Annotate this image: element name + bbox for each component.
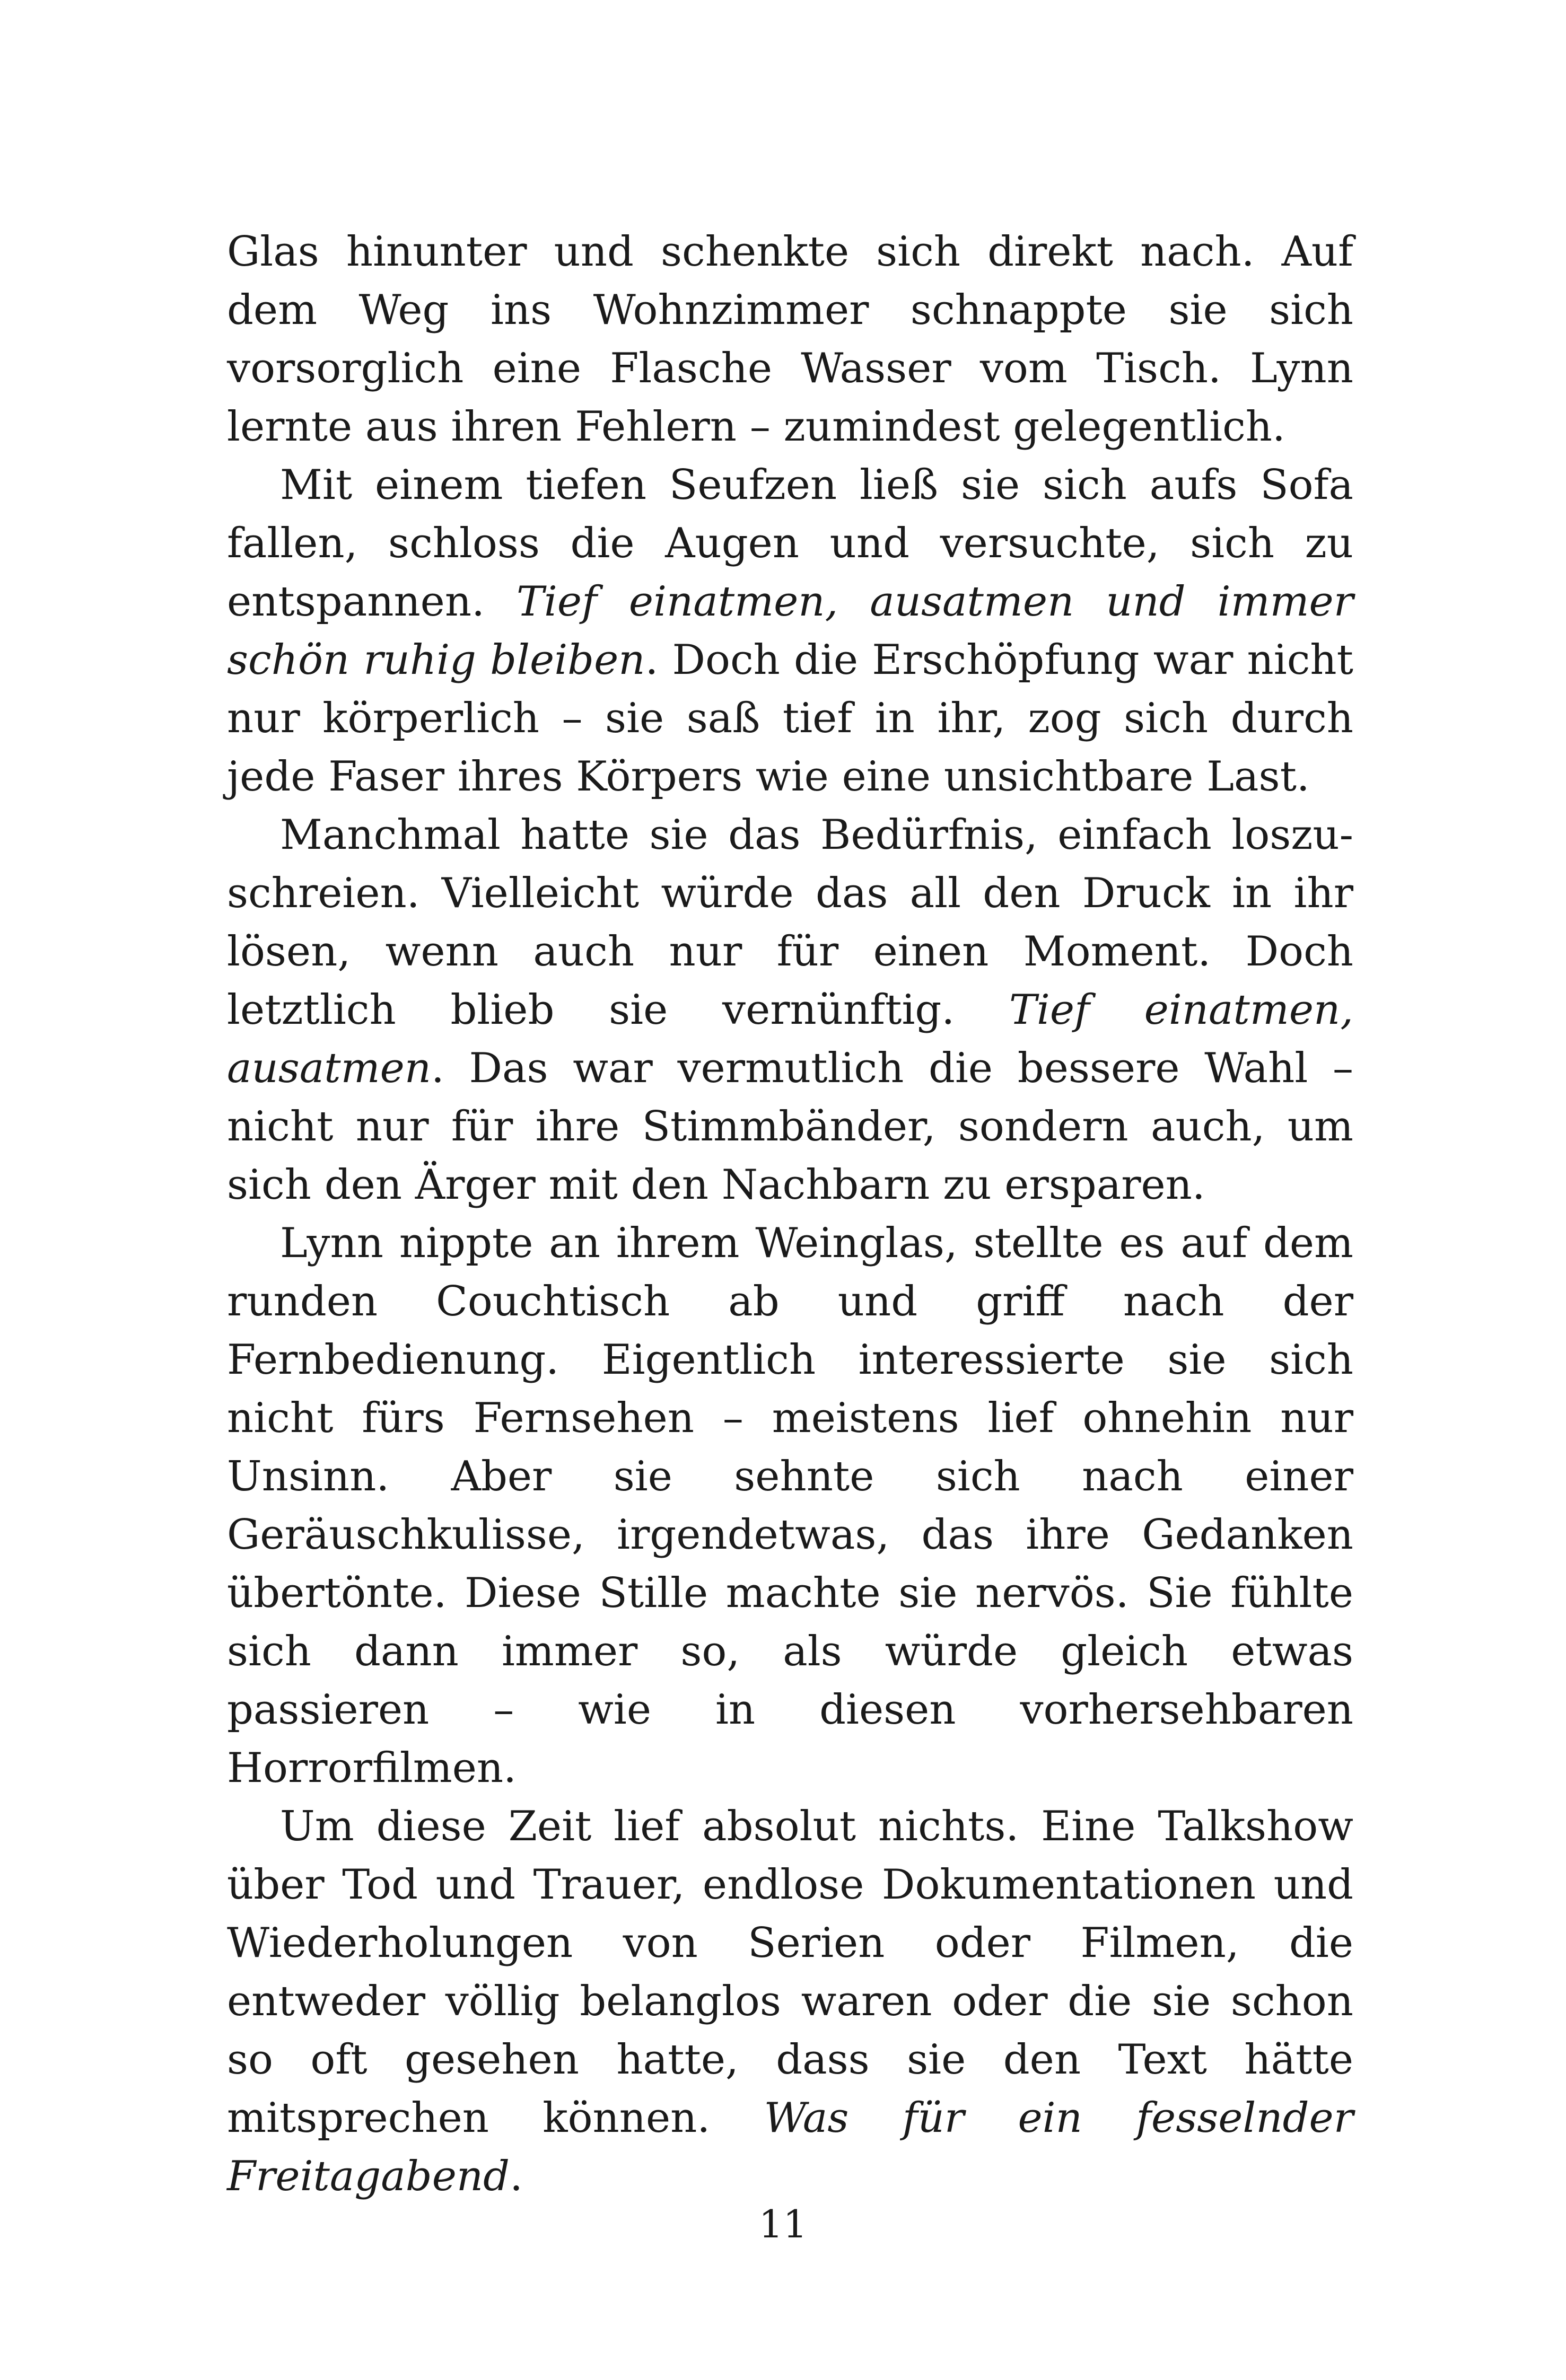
paragraph-4-segment-1: Lynn nippte an ihrem Weinglas, stellte es auf dem runden Couchtisch ab und griff nach der Fernbedienung. Eigentlich interessierte sie sich nicht fürs Fernsehen – meistens lief ohnehin nur Unsinn. Aber sie sehnte sich nach einer Geräuschkulisse, irgendetwas, das ihre Gedanken übertönte. Diese Stille machte sie nervös. Sie fühlte sich dann immer so, als würde gleich etwas passieren – wie in diesen vorhersehbaren Horrorfilmen. (227, 1219, 1353, 1792)
paragraph-3-segment-1: Manchmal hatte sie das Bedürfnis, einfach loszuschreien. Vielleicht würde das all den Druck in ihr lösen, wenn auch nur für einen Moment. Doch letztlich blieb sie vernünftig. (227, 811, 1353, 1034)
paragraph-5-segment-3: . (510, 2153, 523, 2200)
paragraph-5-segment-1: Um diese Zeit lief absolut nichts. Eine Talkshow über Tod und Trauer, endlose Dokumentationen und Wiederholungen von Serien oder Filmen, die entweder völlig belanglos waren oder die sie schon so oft gesehen hatte, dass sie den Text hätte mitsprechen können. (227, 1803, 1353, 2142)
paragraph-5-italic-segment: Was für ein fesselnder Freitagabend (227, 2094, 1353, 2200)
paragraph-2 (227, 456, 1353, 806)
paragraph-4 (227, 1214, 1353, 1797)
paragraph-2-segment-1: Mit einem tiefen Seufzen ließ sie sich aufs Sofa fallen, schloss die Augen und versuchte, sich zu entspannen. (227, 461, 1353, 626)
paragraph-5 (227, 1797, 1353, 2206)
paragraph-3-segment-3: . Das war vermutlich die bessere Wahl – nicht nur für ihre Stimmbänder, sondern auch, um sich den Ärger mit den Nachbarn zu ersparen. (227, 1044, 1353, 1209)
paragraph-2-italic-segment: Tief einatmen, ausatmen und immer schön ruhig bleiben (227, 578, 1354, 684)
body-text (227, 223, 1353, 2206)
page-number: 11 (758, 2202, 808, 2246)
paragraph-1-segment-1: Glas hinunter und schenkte sich direkt nach. Auf dem Weg ins Wohnzimmer schnappte sie sich vorsorglich eine Flasche Wasser vom Tisch. Lynn lernte aus ihren Fehlern – zumindest gelegentlich. (227, 228, 1353, 451)
paragraph-2-segment-3: . Doch die Erschöpfung war nicht nur körperlich – sie saß tief in ihr, zog sich durch jede Faser ihres Körpers wie eine unsichtbare Last. (227, 636, 1353, 801)
paragraph-3 (227, 806, 1353, 1214)
paragraph-1 (227, 223, 1353, 456)
paragraph-3-italic-segment: Tief einatmen, ausatmen (227, 986, 1354, 1092)
